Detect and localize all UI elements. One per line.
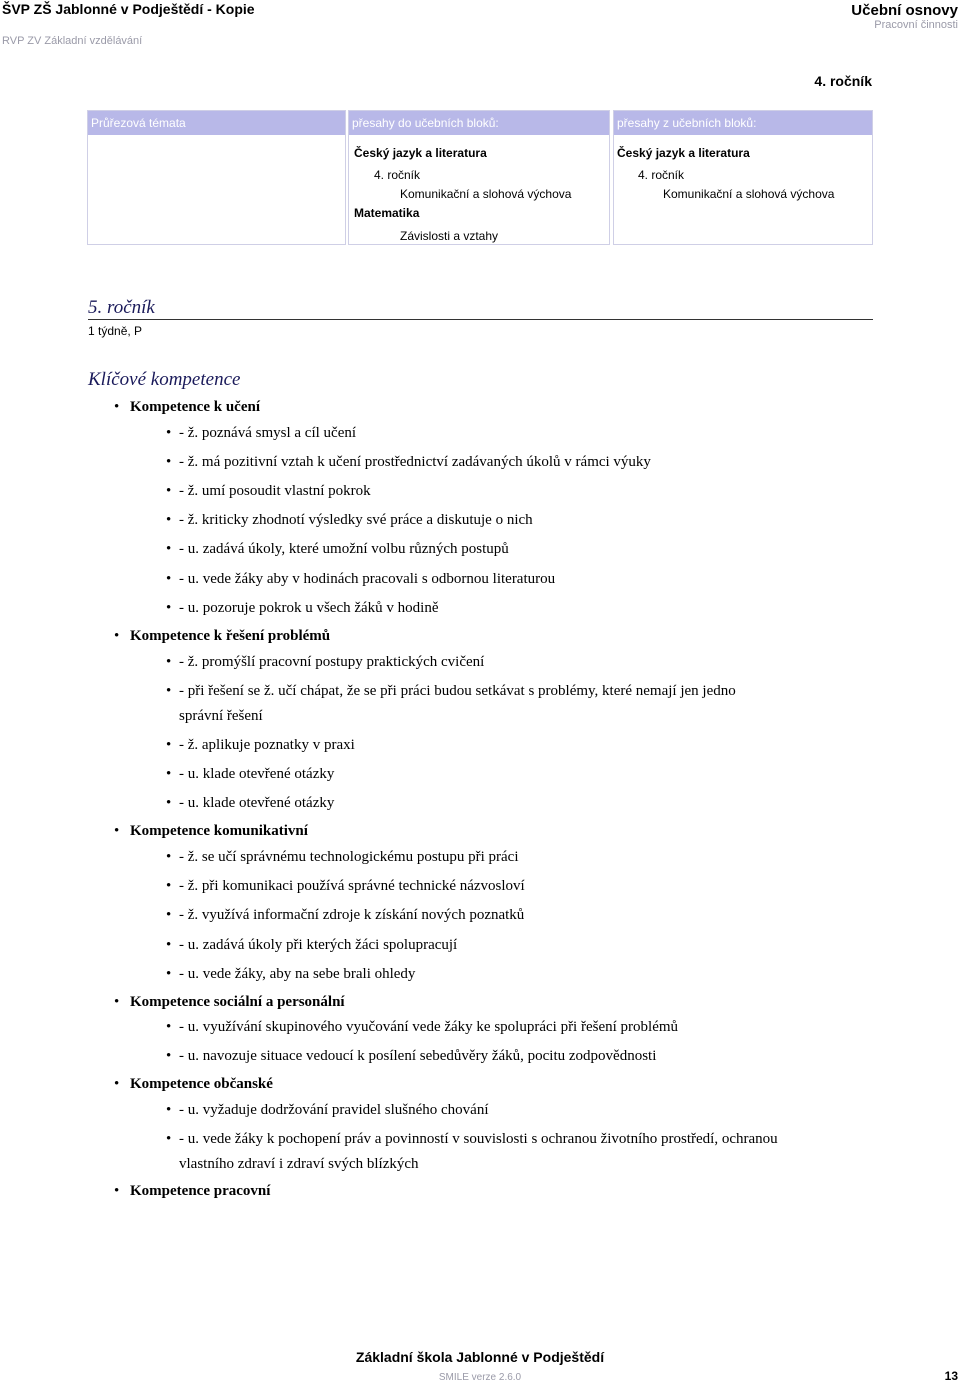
- competence-category: [114, 399, 260, 416]
- category-label: Kompetence k učení: [130, 399, 260, 415]
- page-number: 13: [944, 1369, 958, 1383]
- topic-label: Komunikační a slohová výchova: [400, 187, 572, 201]
- grade-label: 4. ročník: [638, 168, 685, 182]
- footer-school: Základní škola Jablonné v Podještědí: [355, 1349, 605, 1365]
- topic-label: Závislosti a vztahy: [400, 229, 499, 243]
- footer-version: SMILE verze 2.6.0: [438, 1372, 522, 1383]
- competence-category: [114, 1183, 270, 1200]
- category-label: Kompetence k řešení problémů: [130, 628, 331, 644]
- category-label: Kompetence komunikativní: [130, 823, 308, 839]
- table-column-overlaps-from: [613, 110, 873, 245]
- year-heading: 5. ročník: [88, 297, 873, 320]
- table-header: Průřezová témata: [88, 111, 345, 135]
- section-subtitle: Pracovní činnosti: [874, 19, 958, 31]
- subject-label: Český jazyk a literatura: [354, 146, 487, 160]
- category-label: Kompetence občanské: [130, 1076, 273, 1092]
- table-column-crosscutting: [87, 110, 346, 245]
- key-competences-heading: Klíčové kompetence: [88, 369, 241, 390]
- category-label: Kompetence pracovní: [130, 1183, 271, 1199]
- section-title: Učební osnovy: [851, 2, 958, 19]
- subject-label: Matematika: [354, 206, 420, 220]
- list-item-continuation: vlastního zdraví i zdraví svých blízkých: [179, 1156, 419, 1172]
- competence-category: [114, 994, 345, 1011]
- table-header: přesahy z učebních bloků:: [614, 111, 872, 135]
- year-hours: 1 týdně, P: [88, 324, 143, 338]
- competence-category: [114, 1076, 273, 1093]
- table-column-overlaps-to: [348, 110, 610, 245]
- grade-label: 4. ročník: [814, 73, 872, 89]
- grade-label: 4. ročník: [374, 168, 421, 182]
- list-item-continuation: správní řešení: [179, 708, 263, 724]
- subject-label: Český jazyk a literatura: [617, 146, 750, 160]
- competence-category: [114, 628, 330, 645]
- document-subtitle: RVP ZV Základní vzdělávání: [2, 35, 143, 47]
- competence-category: [114, 823, 308, 840]
- topic-label: Komunikační a slohová výchova: [663, 187, 835, 201]
- document-title: ŠVP ZŠ Jablonné v Podještědí - Kopie: [2, 1, 255, 17]
- cross-reference-table: [87, 110, 873, 245]
- table-header: přesahy do učebních bloků:: [349, 111, 609, 135]
- category-label: Kompetence sociální a personální: [130, 994, 345, 1010]
